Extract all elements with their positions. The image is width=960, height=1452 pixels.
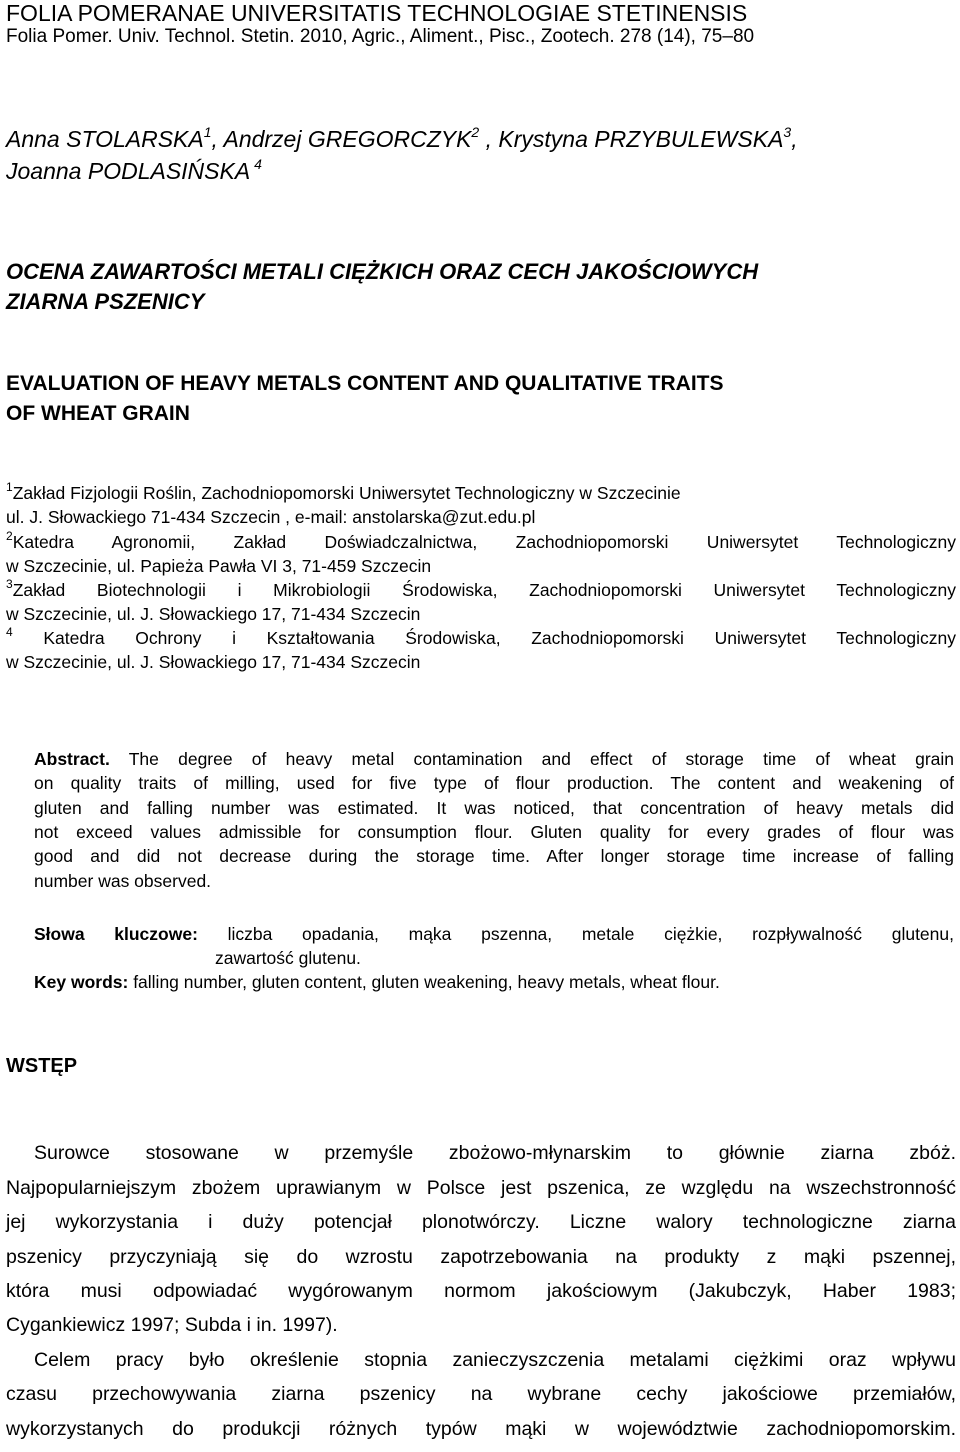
para1-line-6: Cygankiewicz 1997; Subda i in. 1997). [6,1314,338,1336]
journal-citation: Folia Pomer. Univ. Technol. Stetin. 2010, Agric., Aliment., Pisc., Zootech. 278 (14), 75–80 [6,26,755,47]
abstract-line-2: on quality traits of milling, used for five type of flour production. The content and weakening of [34,773,954,793]
keywords-pl-text: liczba opadania, mąka pszenna, metale ciężkie, rozpływalność glutenu, [197,924,954,944]
keywords-pl-label: Słowa kluczowe: [34,924,198,944]
para1-line-2: Najpopularniejszym zbożem uprawianym w Polsce jest pszenica, ze względu na wszechstronność [6,1177,956,1199]
keywords-en-line [34,970,954,994]
abstract-line-5: good and did not decrease during the storage time. After longer storage time increase of falling [34,846,954,866]
author-3-tail: , [791,126,798,152]
para1-line-5: która musi odpowiadać wygórowanym normom jakościowym (Jakubczyk, Haber 1983; [6,1280,956,1302]
author-1: Anna STOLARSKA [6,126,204,152]
affiliation-3-line-1 [6,578,956,602]
authors-line-1 [6,125,798,153]
author-3-sup: 3 [783,124,792,140]
abstract-text-1: The degree of heavy metal contamination and effect of storage time of wheat grain [109,749,954,769]
affiliation-4-line-2: w Szczecinie, ul. J. Słowackiego 17, 71-434 Szczecin [6,652,421,672]
affiliation-2-sup: 2 [6,529,13,543]
abstract-line-4: not exceed values admissible for consumption flour. Gluten quality for every grades of flour was [34,822,954,842]
author-4: Joanna PODLASIŃSKA [6,158,251,184]
affiliation-3-line-2: w Szczecinie, ul. J. Słowackiego 17, 71-434 Szczecin [6,604,421,624]
para1-line-4: pszenicy przyczyniają się do wzrostu zapotrzebowania na produkty z mąki pszennej, [6,1246,956,1268]
affiliation-1-line-1 [6,481,956,505]
affiliation-1-sup: 1 [6,480,13,494]
abstract-line-6: number was observed. [34,871,212,891]
abstract-label: Abstract. [34,749,110,769]
affiliation-2-line-2: w Szczecinie, ul. Papieża Pawła VI 3, 71-459 Szczecin [6,556,432,576]
abstract-line-1 [34,747,954,771]
title-en-line-1: EVALUATION OF HEAVY METALS CONTENT AND QUALITATIVE TRAITS [6,372,724,395]
keywords-en-label: Key words: [34,972,129,992]
author-2: , Andrzej GREGORCZYK [211,126,472,152]
author-4-sup: 4 [250,156,262,172]
affiliation-3-text: Zakład Biotechnologii i Mikrobiologii Środowiska, Zachodniopomorski Uniwersytet Technologiczny [12,580,956,600]
author-2-sup: 2 [471,124,480,140]
affiliation-4-line-1 [6,626,956,650]
keywords-pl-line-1 [34,922,954,946]
affiliation-2-line-1 [6,530,956,554]
para2-line-1: Celem pracy było określenie stopnia zanieczyszczenia metalami ciężkimi oraz wpływu [34,1349,956,1371]
para2-line-2: czasu przechowywania ziarna pszenicy na wybrane cechy jakościowe przemiałów, [6,1383,956,1405]
affiliation-2-text: Katedra Agronomii, Zakład Doświadczalnictwa, Zachodniopomorski Uniwersytet Technologiczny [12,532,956,552]
keywords-pl-line-2: zawartość glutenu. [215,948,361,968]
affiliation-1-text: Zakład Fizjologii Roślin, Zachodniopomorski Uniwersytet Technologiczny w Szczecinie [12,483,681,503]
section-heading: WSTĘP [6,1055,78,1077]
author-1-sup: 1 [203,124,212,140]
para2-line-3: wykorzystanych do produkcji różnych typów mąki w województwie zachodniopomorskim. [6,1418,956,1440]
affiliation-1-line-2: ul. J. Słowackiego 71-434 Szczecin , e-mail: anstolarska@zut.edu.pl [6,507,536,527]
abstract-line-3: gluten and falling number was estimated. It was noticed, that concentration of heavy metals did [34,798,954,818]
author-3: , Krystyna PRZYBULEWSKA [479,126,784,152]
para1-line-1: Surowce stosowane w przemyśle zbożowo-młynarskim to głównie ziarna zbóż. [34,1142,956,1164]
authors-line-2 [6,157,262,185]
keywords-en-text: falling number, gluten content, gluten weakening, heavy metals, wheat flour. [128,972,720,992]
para1-line-3: jej wykorzystania i duży potencjał plonotwórczy. Liczne walory technologiczne ziarna [6,1211,956,1233]
affiliation-3-sup: 3 [6,577,13,591]
title-en-line-2: OF WHEAT GRAIN [6,402,190,425]
title-pl-line-2: ZIARNA PSZENICY [6,289,205,314]
affiliation-4-sup: 4 [6,625,13,639]
affiliation-4-text: Katedra Ochrony i Kształtowania Środowiska, Zachodniopomorski Uniwersytet Technologiczny [12,628,956,648]
title-pl-line-1: OCENA ZAWARTOŚCI METALI CIĘŻKICH ORAZ CECH JAKOŚCIOWYCH [6,259,759,284]
journal-title: FOLIA POMERANAE UNIVERSITATIS TECHNOLOGIAE STETINENSIS [6,0,748,26]
